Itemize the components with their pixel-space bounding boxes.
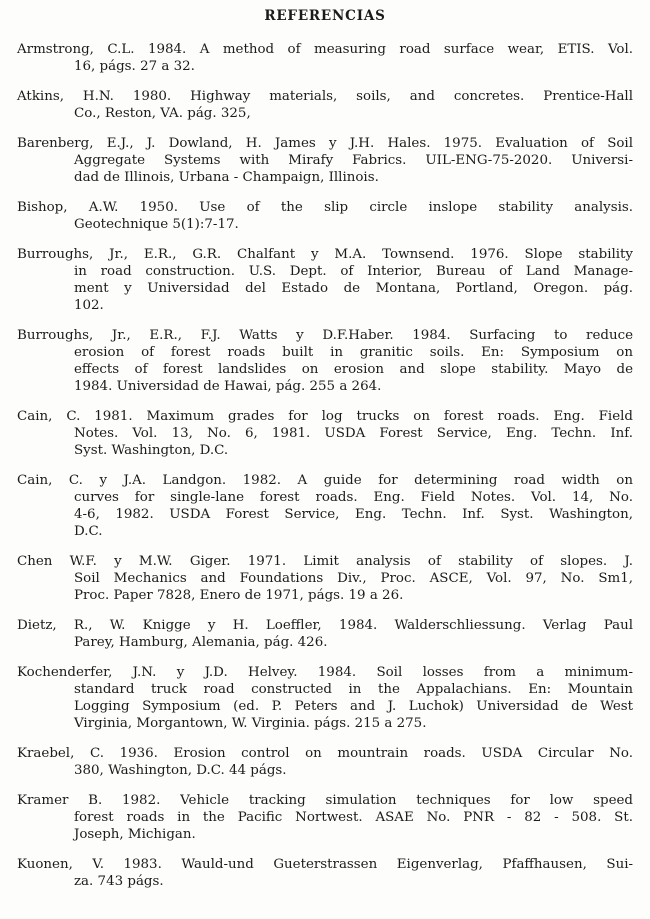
reference-line: Proc. Paper 7828, Enero de 1971, págs. 19 a 26.	[74, 588, 404, 603]
reference-entry	[17, 553, 633, 604]
reference-entry	[17, 745, 633, 779]
reference-entry	[17, 41, 633, 75]
reference-line: Cain, C. y J.A. Landgon. 1982. A guide for determining road width on	[17, 473, 633, 488]
reference-line: Kuonen, V. 1983. Wauld-und Gueterstrassen Eigenverlag, Pfaffhausen, Sui-	[17, 857, 633, 872]
reference-entry	[17, 617, 633, 651]
reference-line: Cain, C. 1981. Maximum grades for log trucks on forest roads. Eng. Field	[17, 409, 633, 424]
reference-line: za. 743 págs.	[74, 874, 164, 889]
reference-line: Atkins, H.N. 1980. Highway materials, soils, and concretes. Prentice-Hall	[17, 89, 633, 104]
reference-line: 16, págs. 27 a 32.	[74, 59, 195, 74]
reference-line: Logging Symposium (ed. P. Peters and J. Luchok) Universidad de West	[74, 699, 633, 714]
reference-entry	[17, 792, 633, 843]
reference-line: 1984. Universidad de Hawai, pág. 255 a 264.	[74, 379, 382, 394]
reference-line: dad de Illinois, Urbana - Champaign, Illinois.	[74, 170, 379, 185]
reference-line: 380, Washington, D.C. 44 págs.	[74, 763, 287, 778]
reference-entry	[17, 664, 633, 732]
reference-line: Kochenderfer, J.N. y J.D. Helvey. 1984. Soil losses from a minimum-	[17, 665, 633, 680]
reference-line: curves for single-lane forest roads. Eng. Field Notes. Vol. 14, No.	[74, 490, 633, 505]
reference-entry	[17, 856, 633, 890]
reference-line: Barenberg, E.J., J. Dowland, H. James y J.H. Hales. 1975. Evaluation of Soil	[17, 136, 633, 151]
reference-line: Soil Mechanics and Foundations Div., Proc. ASCE, Vol. 97, No. Sm1,	[74, 571, 633, 586]
reference-entry	[17, 88, 633, 122]
reference-line: effects of forest landslides on erosion and slope stability. Mayo de	[74, 362, 633, 377]
reference-line: standard truck road constructed in the Appalachians. En: Mountain	[74, 682, 633, 697]
reference-entry	[17, 408, 633, 459]
reference-entry	[17, 199, 633, 233]
reference-line: ment y Universidad del Estado de Montana, Portland, Oregon. pág.	[74, 281, 633, 296]
reference-entry	[17, 472, 633, 540]
reference-line: D.C.	[74, 524, 103, 539]
reference-line: Parey, Hamburg, Alemania, pág. 426.	[74, 635, 328, 650]
reference-line: forest roads in the Pacific Nortwest. ASAE No. PNR - 82 - 508. St.	[74, 810, 633, 825]
reference-line: Notes. Vol. 13, No. 6, 1981. USDA Forest Service, Eng. Techn. Inf.	[74, 426, 633, 441]
reference-line: Syst. Washington, D.C.	[74, 443, 229, 458]
reference-line: 4-6, 1982. USDA Forest Service, Eng. Techn. Inf. Syst. Washington,	[74, 507, 633, 522]
reference-line: Burroughs, Jr., E.R., F.J. Watts y D.F.Haber. 1984. Surfacing to reduce	[17, 328, 633, 343]
reference-line: erosion of forest roads built in granitic soils. En: Symposium on	[74, 345, 633, 360]
reference-entry	[17, 327, 633, 395]
reference-list	[17, 41, 633, 890]
page-title: REFERENCIAS	[264, 8, 386, 24]
reference-line: Aggregate Systems with Mirafy Fabrics. UIL-ENG-75-2020. Universi-	[74, 153, 633, 168]
reference-line: Kramer B. 1982. Vehicle tracking simulation techniques for low speed	[17, 793, 633, 808]
reference-entry	[17, 246, 633, 314]
reference-line: Joseph, Michigan.	[74, 827, 196, 842]
reference-line: Co., Reston, VA. pág. 325,	[74, 106, 251, 121]
reference-line: 102.	[74, 298, 104, 313]
reference-entry	[17, 135, 633, 186]
reference-line: Armstrong, C.L. 1984. A method of measuring road surface wear, ETIS. Vol.	[17, 42, 633, 57]
reference-line: in road construction. U.S. Dept. of Interior, Bureau of Land Manage-	[74, 264, 633, 279]
reference-line: Burroughs, Jr., E.R., G.R. Chalfant y M.A. Townsend. 1976. Slope stability	[17, 247, 633, 262]
reference-line: Kraebel, C. 1936. Erosion control on mountrain roads. USDA Circular No.	[17, 746, 633, 761]
reference-line: Virginia, Morgantown, W. Virginia. págs. 215 a 275.	[74, 716, 427, 731]
reference-line: Chen W.F. y M.W. Giger. 1971. Limit analysis of stability of slopes. J.	[17, 554, 633, 569]
reference-line: Bishop, A.W. 1950. Use of the slip circle inslope stability analysis.	[17, 200, 633, 215]
reference-line: Geotechnique 5(1):7-17.	[74, 217, 239, 232]
reference-line: Dietz, R., W. Knigge y H. Loeffler, 1984. Walderschliessung. Verlag Paul	[17, 618, 633, 633]
